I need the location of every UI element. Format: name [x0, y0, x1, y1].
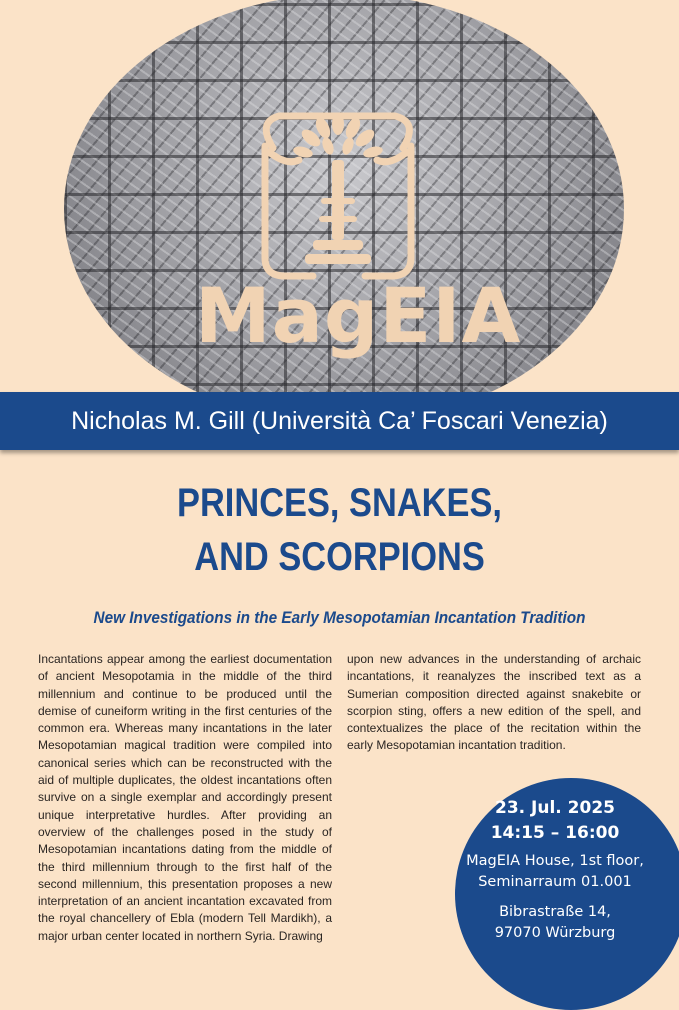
talk-subtitle: New Investigations in the Early Mesopotamian Incantation Tradition	[93, 608, 586, 627]
event-time: 14:15 – 16:00	[490, 823, 620, 843]
title-line-2: AND SCORPIONS	[194, 535, 485, 579]
event-location-line-1: MagEIA House, 1st floor,	[466, 853, 644, 869]
event-info-circle	[455, 778, 679, 1010]
abstract-column-1: Incantations appear among the earliest documentation of ancient Mesopotamia in the middle of the third millennium and continue to be produced until the demise of cuneiform writing in the first centuries of the common era. Whereas many incantations in the later Mesopotamian magical tradition were compiled into canonical series which can be reconstructed with the aid of multiple duplicates, the oldest incantations often survive on a single exemplar and accordingly present unique interpretative hurdles. After providing an overview of the challenges posed in the study of Mesopotamian incantations dating from the middle of the third millennium through to the first half of the second millennium, this presentation proposes a new interpretation of an ancient incantation excavated from the royal chancellery of Ebla (modern Tell Mardikh), a major urban center located in northern Syria. Drawing	[38, 652, 332, 943]
event-date: 23. Jul. 2025	[495, 798, 615, 818]
event-address-line-1: Bibrastraße 14,	[499, 904, 611, 920]
logo-wordmark: MagEIA	[195, 271, 522, 360]
mageia-logo	[195, 108, 522, 368]
title-line-1: PRINCES, SNAKES,	[177, 481, 502, 525]
event-location-line-2: Seminarraum 01.001	[478, 874, 632, 890]
talk-title	[48, 476, 632, 584]
speaker-name: Nicholas M. Gill (Università Ca’ Foscari Venezia)	[71, 407, 608, 435]
speaker-banner	[0, 392, 679, 450]
palm-tree-emblem-icon	[195, 108, 485, 283]
abstract-column-2: upon new advances in the understanding of archaic incantations, it reanalyzes the inscribed text as a Sumerian composition directed against snakebite or scorpion sting, offers a new edition of the spell, and contextualizes the place of the recitation within the early Mesopotamian incantation tradition.	[347, 652, 641, 753]
event-address-line-2: 97070 Würzburg	[494, 925, 616, 941]
